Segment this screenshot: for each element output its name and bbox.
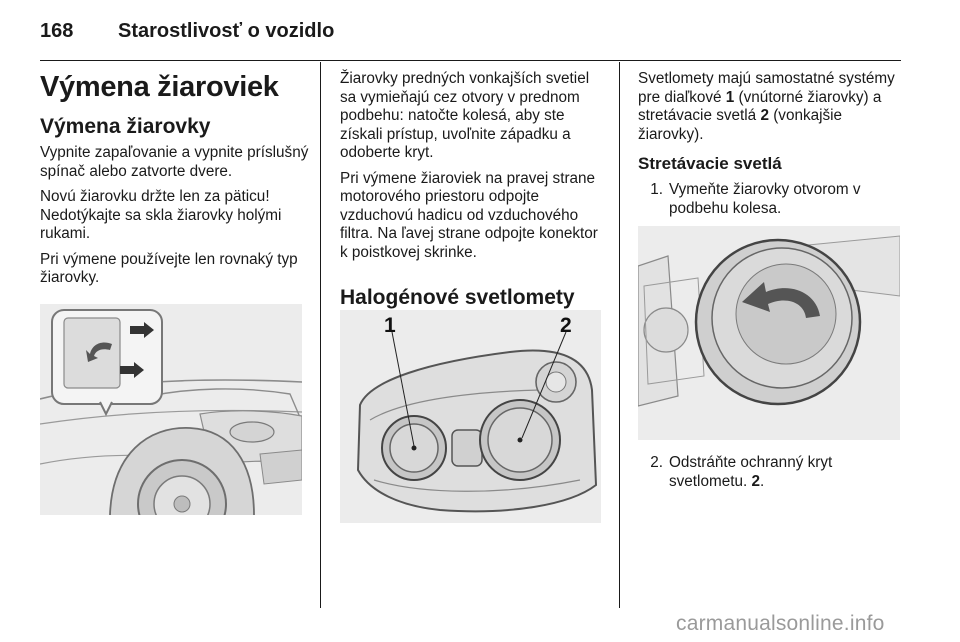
halogen-headlight-illustration	[340, 310, 601, 523]
paragraph-front-bulbs: Žiarovky predných vonkajších svetiel sa vymieňajú cez otvory v prednom podbehu: natočte kolesá, aby ste získali prístup, uvoľnite západku a odoberte kryt.	[340, 70, 590, 161]
halogen-headlight-drawing	[340, 310, 601, 523]
column-3-lower	[638, 454, 902, 495]
step-2	[638, 454, 902, 491]
column-3	[638, 70, 902, 222]
low-beam-title: Stretávacie svetlá	[638, 154, 782, 173]
watermark: carmanualsonline.info	[676, 612, 885, 635]
section-title: Výmena žiaroviek	[40, 71, 279, 103]
chapter-title: Starostlivosť o vozidlo	[118, 20, 335, 42]
paragraph-bulb-handling: Novú žiarovku držte len za päticu! Nedotýkajte sa skla žiarovky holými rukami.	[40, 188, 282, 242]
step-2-number: 2.	[650, 454, 663, 471]
step-1	[638, 181, 902, 218]
step-2-text: Odstráňte ochranný kryt svetlometu. 2.	[669, 454, 833, 490]
step-1-text: Vymeňte žiarovky otvorom v podbehu kolesa.	[669, 181, 861, 217]
page-number: 168	[40, 20, 74, 42]
wheel-arch-access-illustration	[40, 304, 302, 515]
subsection-title: Výmena žiarovky	[40, 115, 211, 138]
column-divider-left	[320, 62, 321, 608]
wheel-arch-access-drawing	[40, 304, 302, 515]
headlight-label-1: 1	[384, 314, 396, 337]
headlight-label-2: 2	[560, 314, 572, 337]
column-divider-right	[619, 62, 620, 608]
header-rule	[40, 60, 901, 61]
headlight-cover-drawing	[638, 226, 900, 440]
column-2	[340, 70, 604, 324]
halogen-headlights-title: Halogénové svetlomety	[340, 286, 575, 309]
paragraph-ignition: Vypnite zapaľovanie a vypnite príslušný spínač alebo zatvorte dvere.	[40, 144, 309, 180]
column-1	[40, 70, 310, 295]
paragraph-same-type: Pri výmene používejte len rovnaký typ žiarovky.	[40, 250, 298, 286]
step-1-number: 1.	[650, 181, 663, 198]
paragraph-air-hose: Pri výmene žiaroviek na pravej strane motorového priestoru odpojte vzduchovú hadicu od vzduchového filtra. Na ľavej strane odpojte konektor k poistkovej skrinke.	[340, 169, 598, 261]
headlight-cover-illustration	[638, 226, 900, 440]
paragraph-separate-systems: Svetlomety majú samostatné systémy pre diaľkové 1 (vnútorné žiarovky) a stretávacie svetlá 2 (vonkajšie žiarovky).	[638, 70, 895, 143]
